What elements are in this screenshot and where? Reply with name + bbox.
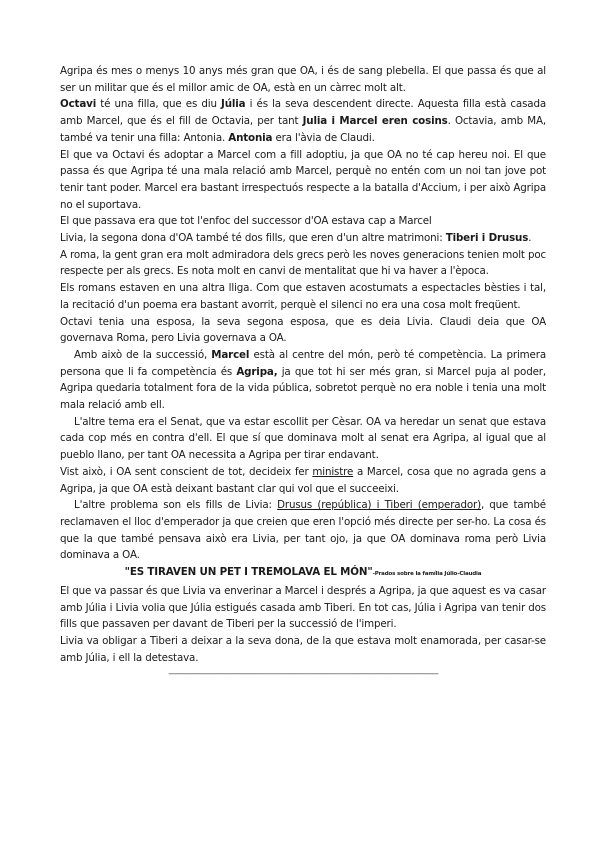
- text-span: a Marcel, cosa que no agrada gens a Agripa, ja que OA està deixant bastant clar qui vol que el succeeixi.: [60, 465, 547, 495]
- paragraph-grecs: A roma, la gent gran era molt admiradora dels grecs però les noves generacions tenien molt poc respecte per als grecs. Es nota molt en canvi de mentalitat que hi va haver a l'època.: [60, 248, 546, 278]
- bold-agripa: Agripa,: [236, 365, 278, 378]
- text-span: Livia, la segona dona d'OA també té dos fills, que eren d'un altre matrimoni:: [60, 232, 446, 245]
- text-span: , que també reclamaven el lloc d'emperador ja que creien que eren l'opció més directe per ser-ho. La cosa és que la que també pensava això era Livia, per tant ojo, ja que OA dominava roma però Livia dominava a OA.: [60, 499, 546, 562]
- paragraph-fills-livia: [60, 497, 546, 564]
- underline-drusus-tiberi: Drusus (república) i Tiberi (emperador): [277, 499, 481, 512]
- text-span: té una filla, que es diu: [96, 98, 222, 111]
- paragraph-agripa-intro: Agripa és mes o menys 10 anys més gran que OA, i és de sang plebella. El que passa és que al ser un militar que és el millor amic de OA, està en un càrrec molt alt.: [60, 65, 546, 94]
- text-span: i és la seva descendent directe. Aquesta filla està casada amb Marcel, que és el fill de Octavia, per tant: [60, 98, 546, 128]
- text-span: L'altre problema son els fills de Livia:: [74, 499, 278, 512]
- underline-ministre: ministre: [312, 465, 354, 478]
- divider-line: ------------------------------------------------------------------------------------------------------------------------: [168, 669, 438, 680]
- paragraph-livia-fills: [60, 230, 546, 247]
- bold-marcel: Marcel: [211, 348, 250, 361]
- paragraph-romans: Els romans estaven en una altra lliga. Com que estaven acostumats a espectacles bèsties i tal, la recitació d'un poema era bastant avorrit, perquè el silenci no era una cosa molt freqüent.: [60, 282, 546, 311]
- paragraph-adopcio-marcel: El que va Octavi és adoptar a Marcel com a fill adoptiu, ja que OA no té cap hereu noi. El que passa és que Agripa té una mala relació amb Marcel, perquè no entén com un noi tan jove pot tenir tant poder. Marcel era bastant irrespectuós respecte a la batalla d'Accium, i per això Agripa no el suportava.: [60, 148, 546, 211]
- bold-julia: Júlia: [221, 98, 246, 111]
- title-attribution: -Prados sobre la família Júlio-Claudia: [372, 571, 482, 578]
- paragraph-successio: [60, 347, 546, 414]
- text-span: era l'àvia de Claudi.: [272, 131, 375, 144]
- paragraph-senat: L'altre tema era el Senat, que va estar escollit per Cèsar. OA va heredar un senat que estava cada cop més en contra d'ell. El que sí que dominava molt al senat era Agripa, al igual que al pueblo llano, per tant OA necessita a Agripa per tirar endavant.: [60, 415, 546, 462]
- paragraph-octavi-filla: [60, 96, 546, 146]
- bold-tiberi-drusus: Tiberi i Drusus: [445, 232, 529, 245]
- section-title: [60, 564, 546, 583]
- paragraph-successor: El que passava era que tot l'enfoc del successor d'OA estava cap a Marcel: [60, 215, 432, 228]
- document-page: [60, 63, 546, 683]
- title-quote: "ES TIRAVEN UN PET I TREMOLAVA EL MÓN": [124, 566, 373, 579]
- text-span: .: [528, 232, 532, 245]
- paragraph-tiberi-julia: Livia va obligar a Tiberi a deixar a la seva dona, de la que estava molt enamorada, per casar-se amb Júlia, i ell la detestava.: [60, 634, 546, 664]
- text-span: ja que tot hi ser més gran, si Marcel puja al poder, Agripa quedaria totalment fora de la vida pública, sobretot perquè no era noble i tenia una molt mala relació amb ell.: [60, 365, 546, 412]
- text-span: Amb això de la successió,: [74, 348, 212, 361]
- bold-antonia: Antonia: [228, 131, 273, 144]
- text-span: està al centre del món, però té competència. La primera persona que li fa competència és: [60, 348, 546, 378]
- bold-octavi: Octavi: [60, 98, 97, 111]
- text-span: Vist això, i OA sent conscient de tot, decideix fer: [60, 465, 313, 478]
- paragraph-ministre: [60, 464, 546, 497]
- paragraph-enverinar: El que va passar és que Livia va enverinar a Marcel i després a Agripa, ja que aquest es va casar amb Júlia i Livia volia que Júlia estigués casada amb Tiberi. En tot cas, Júlia i Agripa van tenir dos fills que passaven per davant de Tiberi per la successió de l'imperi.: [60, 584, 546, 631]
- text-span: . Octavia, amb MA, també va tenir una filla: Antonia.: [60, 115, 546, 144]
- paragraph-livia-governava: Octavi tenia una esposa, la seva segona esposa, que es deia Livia. Claudi deia que OA governava Roma, pero Livia governava a OA.: [60, 315, 546, 345]
- bold-cosins: Julia i Marcel eren cosins: [302, 115, 448, 128]
